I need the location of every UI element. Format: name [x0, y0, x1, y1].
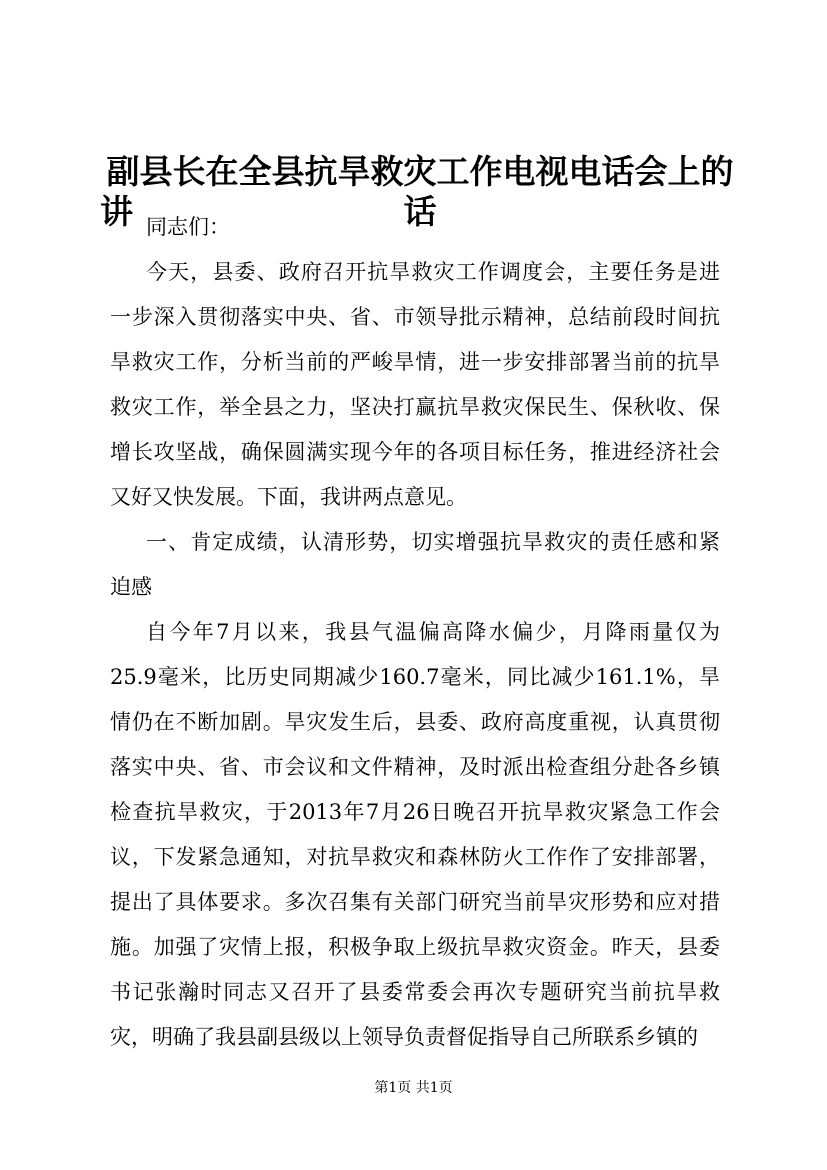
- paragraph-line: 书记张瀚时同志又召开了县委常委会再次专题研究当前抗旱救: [110, 980, 720, 1004]
- paragraph-line: 今天，县委、政府召开抗旱救灾工作调度会，主要任务是进: [146, 260, 720, 284]
- paragraph-line: 增长攻坚战，确保圆满实现今年的各项目标任务，推进经济社会: [110, 440, 720, 464]
- paragraph-line: 25.9毫米，比历史同期减少160.7毫米，同比减少161.1%，旱: [110, 665, 720, 689]
- paragraph-line: 迫感: [110, 575, 152, 599]
- paragraph-line: 救灾工作，举全县之力，坚决打赢抗旱救灾保民生、保秋收、保: [110, 395, 720, 419]
- paragraph-line: 施。加强了灾情上报，积极争取上级抗旱救灾资金。昨天，县委: [110, 935, 720, 959]
- paragraph-line: 旱救灾工作，分析当前的严峻旱情，进一步安排部署当前的抗旱: [110, 350, 720, 374]
- paragraph-line: 自今年7月以来，我县气温偏高降水偏少，月降雨量仅为: [146, 620, 720, 644]
- paragraph-line: 提出了具体要求。多次召集有关部门研究当前旱灾形势和应对措: [110, 890, 720, 914]
- paragraph-line: 一、肯定成绩，认清形势，切实增强抗旱救灾的责任感和紧: [146, 530, 720, 554]
- paragraph-line: 情仍在不断加剧。旱灾发生后，县委、政府高度重视，认真贯彻: [110, 710, 720, 734]
- document-title-continued: 话: [403, 192, 437, 231]
- paragraph-line: 落实中央、省、市会议和文件精神，及时派出检查组分赴各乡镇: [110, 755, 720, 779]
- paragraph-line: 又好又快发展。下面，我讲两点意见。: [110, 485, 467, 509]
- document-title: 副县长在全县抗旱救灾工作电视电话会上的讲: [100, 152, 734, 231]
- paragraph-line: 灾，明确了我县副县级以上领导负责督促指导自己所联系乡镇的: [110, 1025, 698, 1049]
- paragraph-line: 同志们：: [146, 215, 230, 239]
- paragraph-line: 检查抗旱救灾，于2013年7月26日晚召开抗旱救灾紧急工作会: [110, 800, 720, 824]
- paragraph-line: 一步深入贯彻落实中央、省、市领导批示精神，总结前段时间抗: [110, 305, 720, 329]
- page-footer: 第1页 共1页: [374, 1080, 453, 1096]
- paragraph-line: 议，下发紧急通知，对抗旱救灾和森林防火工作作了安排部署，: [110, 845, 720, 869]
